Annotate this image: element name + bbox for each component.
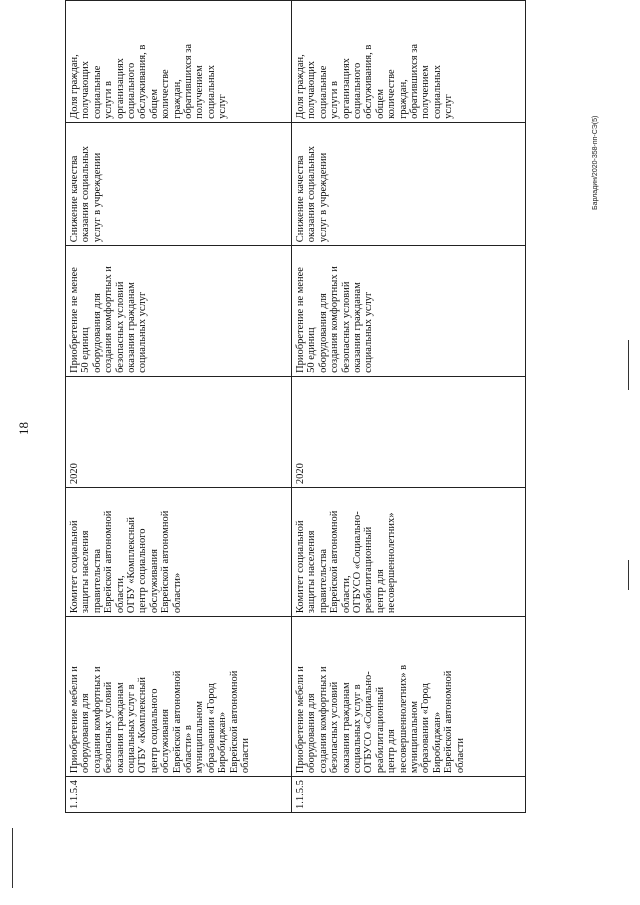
scan-mark	[12, 828, 13, 888]
risk: Снижение качества оказания социальных услуг в учреждении	[292, 122, 526, 245]
indicator: Доля граждан, получающих социальные услуги в организациях социального обслуживания, в общем количестве граждан, обратившихся за получением социальных услуг	[292, 1, 526, 123]
measures-table	[65, 0, 526, 813]
executor: Комитет социальной защиты населения правительства Еврейской автономной области, ОГБУ «Комплексный центр социального обслуживания Еврейской автономной области»	[66, 488, 292, 617]
footer-stamp: Барладин/2020-358-пп-СЭ(5)	[592, 115, 599, 210]
year: 2020	[66, 376, 292, 487]
executor: Комитет социальной защиты населения правительства Еврейской автономной области, ОГБУСО «Социально- реабилитационный центр для несовершеннолетних»	[292, 488, 526, 617]
item-number: 1.1.5.4	[66, 777, 292, 813]
table-row	[66, 1, 292, 813]
measure-name: Приобретение мебели и оборудования для создания комфортных и безопасных условий оказания гражданам социальных услуг в ОГБУСО «Социально- реабилитационный центр для несовершеннолетних» в муниципальном образовании «Город Биробиджан» Еврейской автономной области	[292, 617, 526, 777]
item-number: 1.1.5.5	[292, 777, 526, 813]
indicator: Доля граждан, получающих социальные услуги в организациях социального обслуживания, в общем количестве граждан, обратившихся за получением социальных услуг	[66, 1, 292, 123]
page-number: 18	[16, 422, 31, 435]
expected-result: Приобретение не менее 50 единиц оборудования для создания комфортных и безопасных условий оказания гражданам социальных услуг	[66, 246, 292, 377]
table-row	[292, 1, 526, 813]
expected-result: Приобретение не менее 50 единиц оборудования для создания комфортных и безопасных условий оказания гражданам социальных услуг	[292, 246, 526, 377]
measure-name: Приобретение мебели и оборудования для создания комфортных и безопасных условий оказания гражданам социальных услуг в ОГБУ «Комплексный центр социального обслуживания Еврейской автономной области» в муниципальном образовании «Город Биробиджан» Еврейской автономной области	[66, 617, 292, 777]
scan-mark	[628, 340, 629, 390]
scan-mark	[628, 560, 629, 590]
year: 2020	[292, 376, 526, 487]
risk: Снижение качества оказания социальных услуг в учреждении	[66, 122, 292, 245]
